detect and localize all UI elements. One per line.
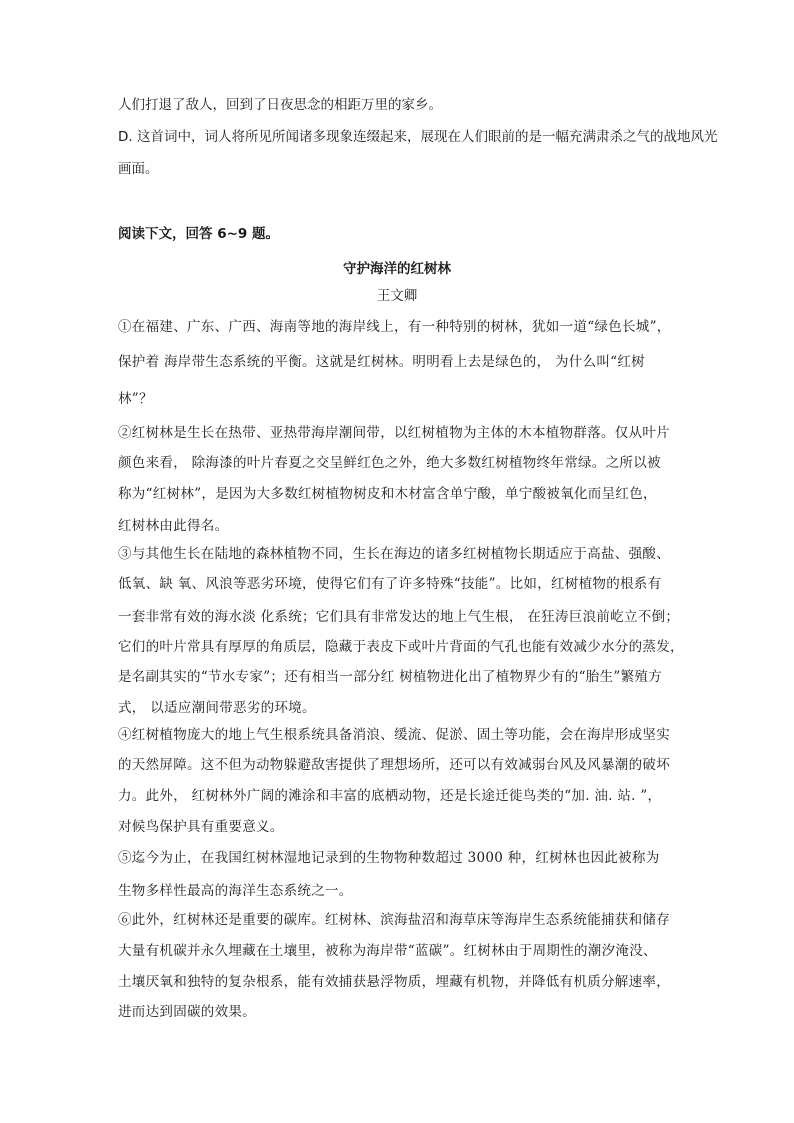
article-line: ②红树林是生长在热带、亚热带海岸潮间带，以红树植物为主体的木本植物群落。仅从叶片 xyxy=(118,425,670,441)
prev-question-line: 人们打退了敌人，回到了日夜思念的相距万里的家乡。 xyxy=(118,97,442,113)
article-line: 低氧、缺 氧、风浪等恶劣环境，使得它们有了许多特殊“技能”。比如，红树植物的根系有 xyxy=(118,576,662,592)
article-line: 称为“红树林”，是因为大多数红树植物树皮和木材富含单宁酸，单宁酸被氧化而呈红色， xyxy=(118,486,657,502)
article-line: 是名副其实的“节水专家”；还有相当一部分红 树植物进化出了植物界少有的“胎生”繁殖方 xyxy=(118,669,662,685)
reading-instruction: 阅读下文，回答 6~9 题。 xyxy=(118,226,279,242)
article-line: 力。此外， 红树林外广阔的滩涂和丰富的底栖动物，还是长途迁徙鸟类的“加. 油. 站. ”， xyxy=(118,788,662,804)
article-line: 对候鸟保护具有重要意义。 xyxy=(118,819,284,835)
article-line: 它们的叶片常具有厚厚的角质层，隐藏于表皮下或叶片背面的气孔也能有效减少水分的蒸发， xyxy=(118,639,684,655)
article-author: 王文卿 xyxy=(376,288,418,304)
article-line: 生物多样性最高的海洋生态系统之一。 xyxy=(118,883,353,899)
article-line: ④红树植物庞大的地上气生根系统具备消浪、缓流、促淤、固土等功能，会在海岸形成坚实 xyxy=(118,727,670,743)
article-line: 的天然屏障。这不但为动物躲避敌害提供了理想场所，还可以有效减弱台风及风暴潮的破坏 xyxy=(118,757,670,773)
article-line: 林”？ xyxy=(118,391,153,407)
article-line: 红树林由此得名。 xyxy=(118,518,229,534)
article-line: 保护着 海岸带生态系统的平衡。这就是红树林。明明看上去是绿色的， 为什么叫“红树 xyxy=(118,354,645,370)
article-line: 颜色来看， 除海漆的叶片春夏之交呈鲜红色之外，绝大多数红树植物终年常绿。之所以被 xyxy=(118,455,661,471)
article-line: ①在福建、广东、广西、海南等地的海岸线上，有一种特别的树林，犹如一道“绿色长城”， xyxy=(118,319,671,335)
article-line: 大量有机碳并永久埋藏在土壤里，被称为海岸带“蓝碳”。红树林由于周期性的潮汐淹没、 xyxy=(118,943,657,959)
article-line: 式， 以适应潮间带恶劣的环境。 xyxy=(118,700,316,716)
article-line: 进而达到固碳的效果。 xyxy=(118,1004,256,1020)
option-d-line-2: 画面。 xyxy=(118,161,159,177)
article-line: 一套非常有效的海水淡 化系统；它们具有非常发达的地上气生根， 在狂涛巨浪前屹立不倒； xyxy=(118,609,680,625)
article-line: 土壤厌氧和独特的复杂根系，能有效捕获悬浮物质，埋藏有机物，并降低有机质分解速率， xyxy=(118,974,670,990)
article-line: ⑤迄今为止，在我国红树林湿地记录到的生物物种数超过 3000 种，红树林也因此被称为 xyxy=(118,850,660,866)
article-line: ③与其他生长在陆地的森林植物不同，生长在海边的诸多红树植物长期适应于高盐、强酸、 xyxy=(118,546,670,562)
article-title: 守护海洋的红树林 xyxy=(343,261,451,277)
option-d-line-1: D. 这首词中，词人将所见所闻诸多现象连缀起来，展现在人们眼前的是一幅充满肃杀之气的战地风光 xyxy=(118,129,718,145)
article-line: ⑥此外，红树林还是重要的碳库。红树林、滨海盐沼和海草床等海岸生态系统能捕获和储存 xyxy=(118,912,670,928)
